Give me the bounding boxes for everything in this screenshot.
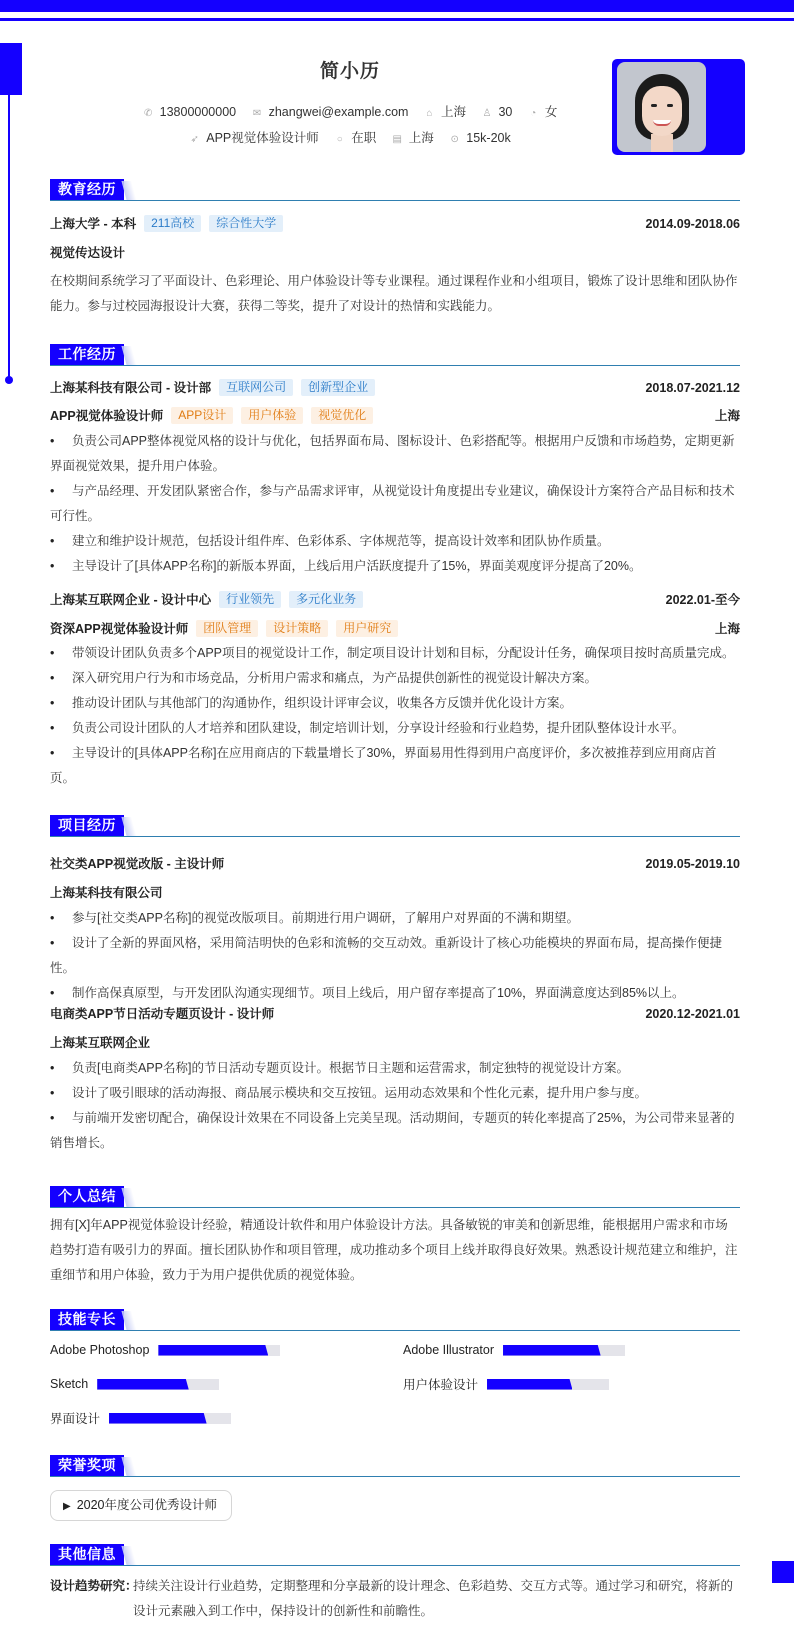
info-age: ♙ 30 (482, 105, 513, 119)
project-row (50, 1005, 740, 1023)
info-target-role: ➶ APP视觉体验设计师 (190, 131, 319, 145)
building-icon: ▤ (392, 134, 402, 145)
skill-bar (109, 1413, 231, 1424)
age-icon: ♙ (482, 108, 492, 119)
skill-item: Sketch (50, 1376, 219, 1392)
skill-bar (503, 1345, 625, 1356)
section-title: 工作经历 (50, 344, 124, 365)
project-company: 上海某互联网企业 (50, 1036, 151, 1050)
section-awards (50, 1455, 740, 1535)
contact-info-row (50, 102, 650, 120)
section-other (50, 1544, 740, 1628)
profile-photo (617, 62, 706, 152)
bullet-item: • 负责[电商类APP名称]的节日活动专题页设计。根据节日主题和运营需求，制定独特的视觉设计方案。 (50, 1056, 740, 1081)
section-projects (50, 815, 740, 1155)
status-icon: ○ (336, 134, 343, 145)
education-dates: 2014.09-2018.06 (645, 217, 740, 231)
role-name: 资深APP视觉体验设计师 (50, 622, 189, 636)
photo-frame (612, 59, 745, 155)
section-education (50, 179, 740, 319)
caret-right-icon: ▶ (63, 1501, 71, 1512)
company-tag: 多元化业务 (289, 591, 363, 608)
gender-icon: ◔ (530, 108, 537, 119)
job-dates: 2022.01-至今 (665, 593, 740, 607)
home-icon: ⌂ (426, 108, 433, 119)
section-header (50, 1455, 740, 1477)
top-accent-band (0, 0, 794, 12)
right-accent-block (772, 1561, 794, 1583)
info-city: ⌂ 上海 (424, 102, 466, 120)
company-name: 上海某科技有限公司 - 设计部 (50, 381, 212, 395)
section-header (50, 344, 740, 366)
bullet-item: • 与前端开发密切配合，确保设计效果在不同设备上完美呈现。活动期间，专题页的转化率提高了25%，为公司带来显著的销售增长。 (50, 1106, 740, 1156)
education-row (50, 215, 740, 233)
skill-bar (487, 1379, 609, 1390)
bullet-item: • 推动设计团队与其他部门的沟通协作，组织设计评审会议，收集各方反馈并优化设计方案。 (50, 691, 740, 716)
role-name: APP视觉体验设计师 (50, 409, 164, 423)
section-header (50, 1544, 740, 1566)
left-accent-line (8, 95, 10, 378)
section-header (50, 1309, 740, 1331)
job-location: 上海 (714, 409, 740, 423)
skill-bar-fill (503, 1345, 601, 1356)
skill-item: 用户体验设计 (403, 1376, 609, 1392)
school-name: 上海大学 - 本科 (50, 217, 137, 231)
bullet-item: • 负责公司APP整体视觉风格的设计与优化，包括界面布局、图标设计、色彩搭配等。根据用户反馈和市场趋势，定期更新界面视觉效果，提升用户体验。 (50, 429, 740, 479)
company-tag: 行业领先 (219, 591, 281, 608)
role-tag: 用户研究 (336, 620, 398, 637)
bullet-item: • 主导设计了[具体APP名称]的新版本界面，上线后用户活跃度提升了15%，界面美观度评分提高了20%。 (50, 554, 740, 579)
company-name: 上海某互联网企业 - 设计中心 (50, 593, 212, 607)
phone-icon: ✆ (143, 108, 153, 119)
job-dates: 2018.07-2021.12 (645, 381, 740, 395)
section-skills (50, 1309, 740, 1439)
other-info-key: 设计趋势研究： (50, 1579, 138, 1593)
candidate-name: 简小历 (319, 61, 380, 82)
job-bullets (50, 641, 740, 791)
left-accent-block (0, 43, 22, 95)
project-name: 电商类APP节日活动专题页设计 - 设计师 (50, 1007, 275, 1021)
job-company-row (50, 379, 740, 397)
section-work (50, 344, 740, 784)
bullet-item: • 制作高保真原型，与开发团队沟通实现细节。项目上线后，用户留存率提高了10%，界面满意度达到85%以上。 (50, 981, 740, 1006)
school-tag: 211高校 (144, 215, 201, 232)
role-tag: APP设计 (171, 407, 233, 424)
left-accent-dot (5, 376, 13, 384)
info-status: ○ 在职 (334, 128, 376, 146)
section-title: 其他信息 (50, 1544, 124, 1565)
info-target-city: ▤ 上海 (392, 131, 434, 145)
project-row (50, 855, 740, 873)
skill-item: Adobe Photoshop (50, 1342, 280, 1358)
section-title: 个人总结 (50, 1186, 124, 1207)
role-tag: 设计策略 (266, 620, 328, 637)
company-tag: 创新型企业 (301, 379, 375, 396)
section-header (50, 815, 740, 837)
skill-bar-fill (158, 1345, 268, 1356)
resume-header (50, 56, 740, 166)
bullet-item: • 深入研究用户行为和市场竞品，分析用户需求和痛点，为产品提供创新性的视觉设计解决方案。 (50, 666, 740, 691)
skill-item: 界面设计 (50, 1410, 231, 1426)
major: 视觉传达设计 (50, 246, 126, 260)
section-header (50, 179, 740, 201)
bullet-item: • 带领设计团队负责多个APP项目的视觉设计工作，制定项目设计计划和目标，分配设计任务，确保项目按时高质量完成。 (50, 641, 740, 666)
job-bullets (50, 429, 740, 579)
job-company-row (50, 591, 740, 609)
top-accent-line (0, 18, 794, 21)
project-name: 社交类APP视觉改版 - 主设计师 (50, 857, 225, 871)
skill-bar-fill (109, 1413, 207, 1424)
bullet-item: • 与产品经理、开发团队紧密合作，参与产品需求评审，从视觉设计角度提出专业建议，确保设计方案符合产品目标和技术可行性。 (50, 479, 740, 529)
info-gender: ◔ 女 (528, 102, 558, 120)
job-intent-row (50, 128, 650, 146)
summary-text: 拥有[X]年APP视觉体验设计经验，精通设计软件和用户体验设计方法。具备敏锐的审美和创新思维，能根据用户需求和市场趋势打造有吸引力的界面。擅长团队协作和项目管理，成功推动多个项目上线并取得良好效果。熟悉设计规范建立和维护，注重细节和用户体验，致力于为用户提供优质的视觉体验。 (50, 1218, 738, 1282)
role-tag: 用户体验 (241, 407, 303, 424)
job-location: 上海 (714, 622, 740, 636)
salary-icon: ⊙ (450, 134, 459, 145)
bullet-item: • 负责公司设计团队的人才培养和团队建设，制定培训计划，分享设计经验和行业趋势，提升团队整体设计水平。 (50, 716, 740, 741)
section-summary (50, 1186, 740, 1296)
project-dates: 2020.12-2021.01 (645, 1007, 740, 1021)
bullet-item: • 设计了吸引眼球的活动海报、商品展示模块和交互按钮。运用动态效果和个性化元素，提升用户参与度。 (50, 1081, 740, 1106)
send-icon: ➶ (190, 134, 199, 145)
school-tag: 综合性大学 (209, 215, 283, 232)
mail-icon: ✉ (252, 108, 262, 119)
skill-bar-fill (97, 1379, 189, 1390)
bullet-item: • 主导设计的[具体APP名称]在应用商店的下载量增长了30%，界面易用性得到用户高度评价，多次被推荐到应用商店首页。 (50, 741, 740, 791)
skill-bar (97, 1379, 219, 1390)
skill-bar (158, 1345, 280, 1356)
section-title: 教育经历 (50, 179, 124, 200)
skill-bar-fill (487, 1379, 572, 1390)
section-title: 荣誉奖项 (50, 1455, 124, 1476)
job-role-row (50, 620, 740, 638)
info-salary: ⊙ 15k-20k (450, 131, 511, 145)
other-info-value: 持续关注设计行业趋势，定期整理和分享最新的设计理念、色彩趋势、交互方式等。通过学习和研究，将新的设计元素融入到工作中，保持设计的创新性和前瞻性。 (133, 1579, 734, 1618)
project-bullets (50, 906, 740, 1006)
job-role-row (50, 407, 740, 425)
skill-item: Adobe Illustrator (403, 1342, 625, 1358)
project-bullets (50, 1056, 740, 1156)
role-tag: 视觉优化 (311, 407, 373, 424)
info-email[interactable]: ✉ zhangwei@example.com (252, 105, 409, 119)
section-title: 技能专长 (50, 1309, 124, 1330)
award-item[interactable] (50, 1490, 232, 1521)
bullet-item: • 设计了全新的界面风格，采用简洁明快的色彩和流畅的交互动效。重新设计了核心功能模块的界面布局，提高操作便捷性。 (50, 931, 740, 981)
section-title: 项目经历 (50, 815, 124, 836)
role-tag: 团队管理 (196, 620, 258, 637)
project-dates: 2019.05-2019.10 (645, 857, 740, 871)
other-info-row (50, 1574, 740, 1624)
company-tag: 互联网公司 (219, 379, 293, 396)
section-header (50, 1186, 740, 1208)
education-description: 在校期间系统学习了平面设计、色彩理论、用户体验设计等专业课程。通过课程作业和小组项目，锻炼了设计思维和团队协作能力。参与过校园海报设计大赛，获得二等奖，提升了对设计的热情和实践能力。 (50, 274, 738, 313)
bullet-item: • 参与[社交类APP名称]的视觉改版项目。前期进行用户调研，了解用户对界面的不满和期望。 (50, 906, 740, 931)
project-company: 上海某科技有限公司 (50, 886, 163, 900)
bullet-item: • 建立和维护设计规范，包括设计组件库、色彩体系、字体规范等，提高设计效率和团队协作质量。 (50, 529, 740, 554)
info-phone: ✆ 13800000000 (143, 105, 237, 119)
award-label: 2020年度公司优秀设计师 (76, 1498, 218, 1512)
